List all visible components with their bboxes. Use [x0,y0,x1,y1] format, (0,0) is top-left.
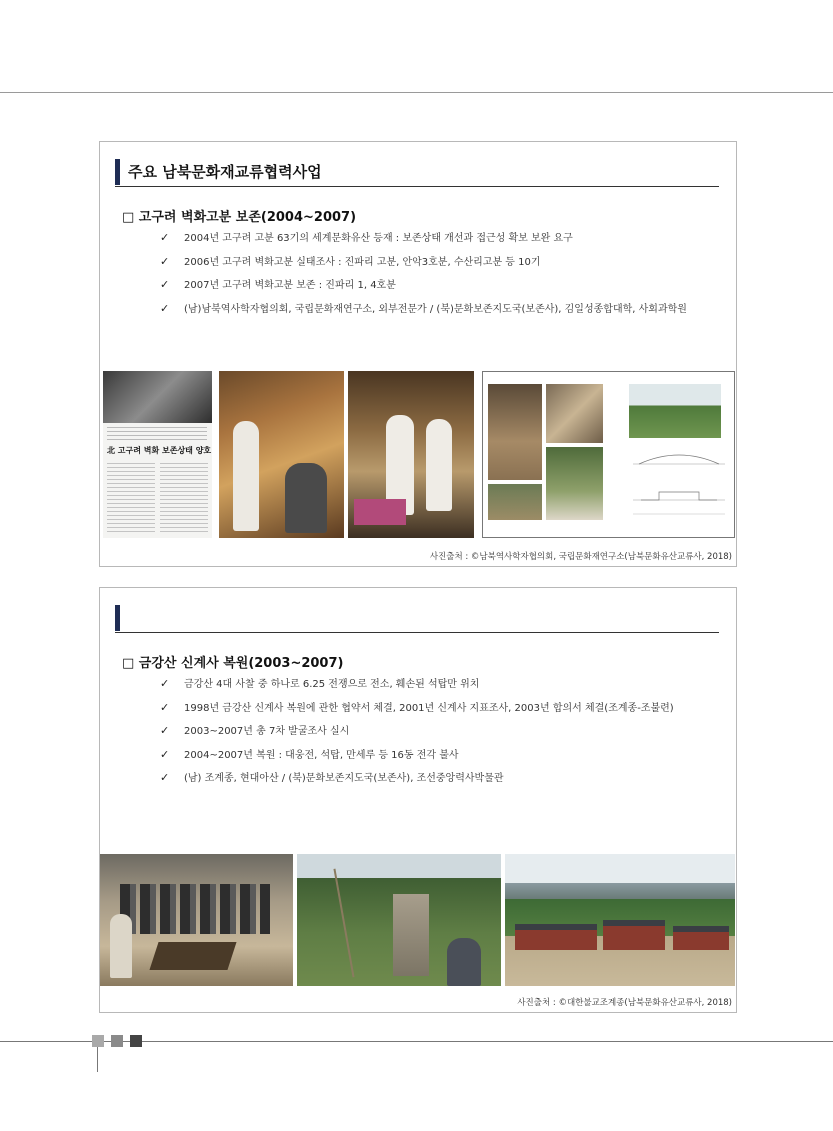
bullet-list [160,226,687,320]
tomb-site-photo [546,447,603,520]
clipping-image [103,371,212,423]
page-marker-square [111,1035,123,1047]
newspaper-clipping-photo [103,371,212,538]
subsection-heading: □ 금강산 신계사 복원(2003~2007) [122,656,344,671]
worker-figure [285,463,327,533]
mural-inspection-photo [348,371,474,538]
tomb-survey-photo [219,371,344,538]
check-icon: ✓ [160,771,170,784]
restored-temple-photo [505,854,735,986]
section-title-bar [115,605,128,631]
list-item: ✓ (남)남북역사학자협의회, 국립문화재연구소, 외부전문가 / (북)문화보존지도국(보존사), 김일성종합대학, 사회과학원 [160,297,687,321]
title-underline [115,186,719,187]
scaffold-tripod [333,869,354,978]
stone-pagoda [393,894,429,976]
panel-singyesa [99,587,737,1013]
visitor-group [120,884,270,934]
mound-photo [629,384,721,438]
photo-credit: 사진출처 : ©남북역사학자협의회, 국립문화재연구소(남북문화유산교류사, 2018) [429,552,732,562]
list-item: ✓ 2006년 고구려 벽화고분 실태조사 : 진파리 고분, 안악3호분, 수산리고분 등 10기 [160,250,687,274]
check-icon: ✓ [160,301,170,315]
section-title: 주요 남북문화재교류협력사업 [115,159,322,185]
temple-hall [673,926,729,950]
equipment [354,499,406,525]
check-icon: ✓ [160,747,170,761]
check-icon: ✓ [160,254,170,268]
tomb-interior-photo [488,384,542,480]
tomb-plans-collage [482,371,735,538]
subsection-heading: □ 고구려 벽화고분 보존(2004~2007) [122,210,357,225]
list-item: ✓ (남) 조계종, 현대아산 / (북)문화보존지도국(보존사), 조선중앙력사박물관 [160,766,674,790]
page-marker-square [92,1035,104,1047]
list-item: ✓ 2004년 고구려 고분 63기의 세계문화유산 등재 : 보존상태 개선과 접근성 확보 보완 요구 [160,226,687,250]
article-body-lines [160,463,208,533]
bullet-list [160,672,674,790]
monk-figure [110,914,132,978]
check-icon: ✓ [160,700,170,714]
photo-credit: 사진출처 : ©대한불교조계종(남북문화유산교류사, 2018) [517,998,732,1008]
temple-hall [515,924,597,950]
worker-figure [447,938,481,986]
news-headline: 北 고구려 벽화 보존상태 양호 [107,445,212,455]
page-marker-square [130,1035,142,1047]
list-item: ✓ 2007년 고구려 벽화고분 보존 : 진파리 1, 4호분 [160,273,687,297]
check-icon: ✓ [160,724,170,737]
top-rule [0,92,833,93]
check-icon: ✓ [160,677,170,690]
worker-figure [426,419,452,511]
tomb-ceiling-photo [546,384,603,443]
stone-pagoda-restoration-photo [297,854,501,986]
check-icon: ✓ [160,278,170,291]
title-underline [115,632,719,633]
article-body-lines [107,463,155,533]
list-item: ✓ 2004~2007년 복원 : 대웅전, 석탑, 만세루 등 16동 전각 불사 [160,743,674,767]
clipping-photo-caption-lines [107,427,207,441]
excavation-pit [149,942,236,970]
tomb-section-drawing [629,442,729,522]
excavation-photo [488,484,542,520]
list-item: ✓ 2003~2007년 총 7차 발굴조사 실시 [160,719,674,743]
list-item: ✓ 금강산 4대 사찰 중 하나로 6.25 전쟁으로 전소, 훼손된 석탑만 위치 [160,672,674,696]
list-item: ✓ 1998년 금강산 신계사 복원에 관한 협약서 체결, 2001년 신계사 지표조사, 2003년 합의서 체결(조계종-조불련) [160,696,674,720]
check-icon: ✓ [160,231,170,244]
temple-hall [603,920,665,950]
footer-rule [0,1041,833,1042]
excavation-visit-photo [100,854,293,986]
panel-goguryeo [99,141,737,567]
worker-figure [233,421,259,531]
